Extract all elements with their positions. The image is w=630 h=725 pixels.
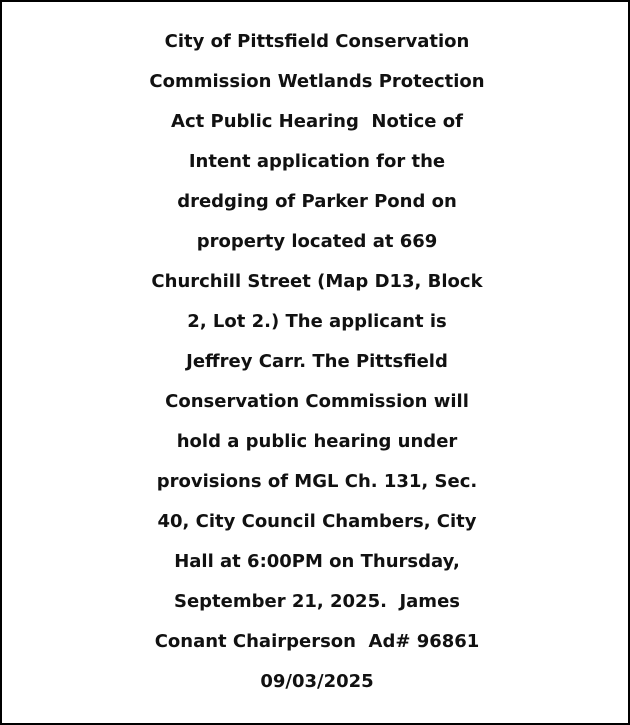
notice-line: September 21, 2025. James	[173, 591, 460, 612]
notice-line: 2, Lot 2.) The applicant is	[187, 311, 447, 332]
notice-line: City of Pittsfield Conservation	[164, 31, 470, 52]
notice-line: Conant Chairperson Ad# 96861	[154, 631, 480, 652]
notice-line: Intent application for the	[188, 151, 446, 172]
notice-line: Jeffrey Carr. The Pittsfield	[186, 351, 448, 372]
notice-line: Commission Wetlands Protection	[149, 71, 485, 92]
notice-line: hold a public hearing under	[176, 431, 458, 452]
notice-text	[4, 22, 630, 702]
notice-line: Act Public Hearing Notice of	[171, 111, 463, 132]
notice-line: 40, City Council Chambers, City	[157, 511, 477, 532]
notice-line: provisions of MGL Ch. 131, Sec.	[156, 471, 478, 492]
notice-line: property located at 669	[196, 231, 438, 252]
notice-line: Hall at 6:00PM on Thursday,	[174, 551, 460, 572]
notice-line: Conservation Commission will	[165, 391, 469, 412]
notice-line: 09/03/2025	[260, 671, 374, 692]
notice-line: Churchill Street (Map D13, Block	[151, 271, 483, 292]
notice-line: dredging of Parker Pond on	[177, 191, 457, 212]
